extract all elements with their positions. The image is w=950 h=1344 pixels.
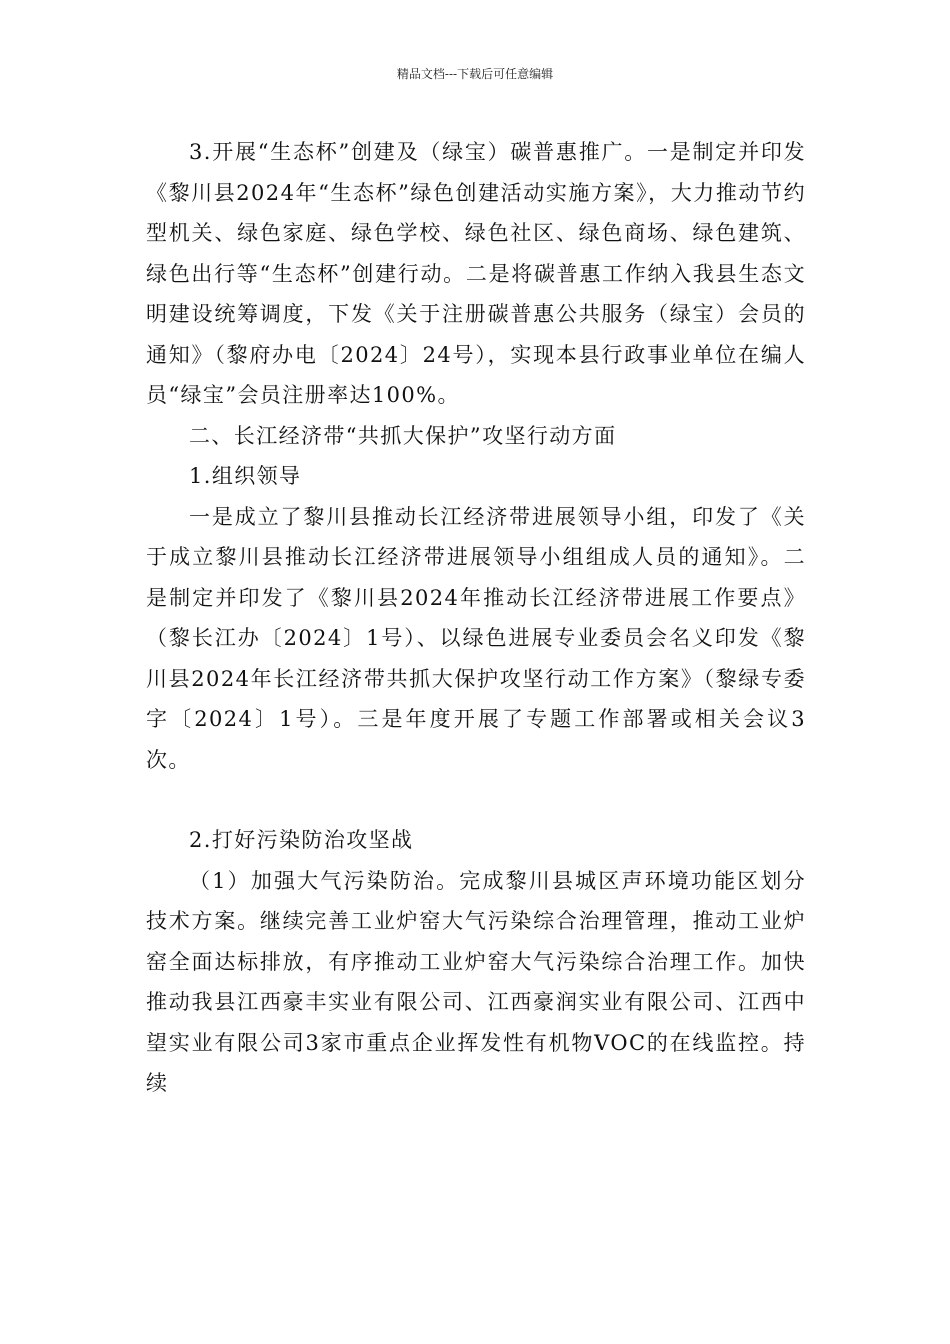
subheading-organization: 1.组织领导 (189, 464, 302, 488)
paragraph-air-pollution: （1）加强大气污染防治。完成黎川县城区声环境功能区划分技术方案。继续完善工业炉窑大气污染综合治理管理，推动工业炉窑全面达标排放，有序推动工业炉窑大气污染综合治理工作。加快推动我县江西豪丰实业有限公司、江西豪润实业有限公司、江西中望实业有限公司3家市重点企业挥发性有机物VOC的在线监控。持续 (146, 868, 806, 1095)
paragraph-ecocup-campaign: 3.开展“生态杯”创建及（绿宝）碳普惠推广。一是制定并印发《黎川县2024年“生态杯”绿色创建活动实施方案》，大力推动节约型机关、绿色家庭、绿色学校、绿色社区、绿色商场、绿色建筑、绿色出行等“生态杯”创建行动。二是将碳普惠工作纳入我县生态文明建设统筹调度，下发《关于注册碳普惠公共服务（绿宝）会员的通知》（黎府办电〔2024〕24号），实现本县行政事业单位在编人员“绿宝”会员注册率达100%。 (146, 140, 806, 407)
page-header: 精品文档---下载后可任意编辑 (396, 67, 554, 81)
section-heading-yangtze: 二、长江经济带“共抓大保护”攻坚行动方面 (189, 423, 617, 448)
subheading-pollution: 2.打好污染防治攻坚战 (189, 828, 414, 852)
paragraph-organization: 一是成立了黎川县推动长江经济带进展领导小组，印发了《关于成立黎川县推动长江经济带进展领导小组组成人员的通知》。二是制定并印发了《黎川县2024年推动长江经济带进展工作要点》（黎长江办〔2024〕1号）、以绿色进展专业委员会名义印发《黎川县2024年长江经济带共抓大保护攻坚行动工作方案》（黎绿专委字〔2024〕1号）。三是年度开展了专题工作部署或相关会议3次。 (146, 504, 806, 772)
blank-line (146, 780, 806, 820)
document-body (146, 132, 806, 1104)
